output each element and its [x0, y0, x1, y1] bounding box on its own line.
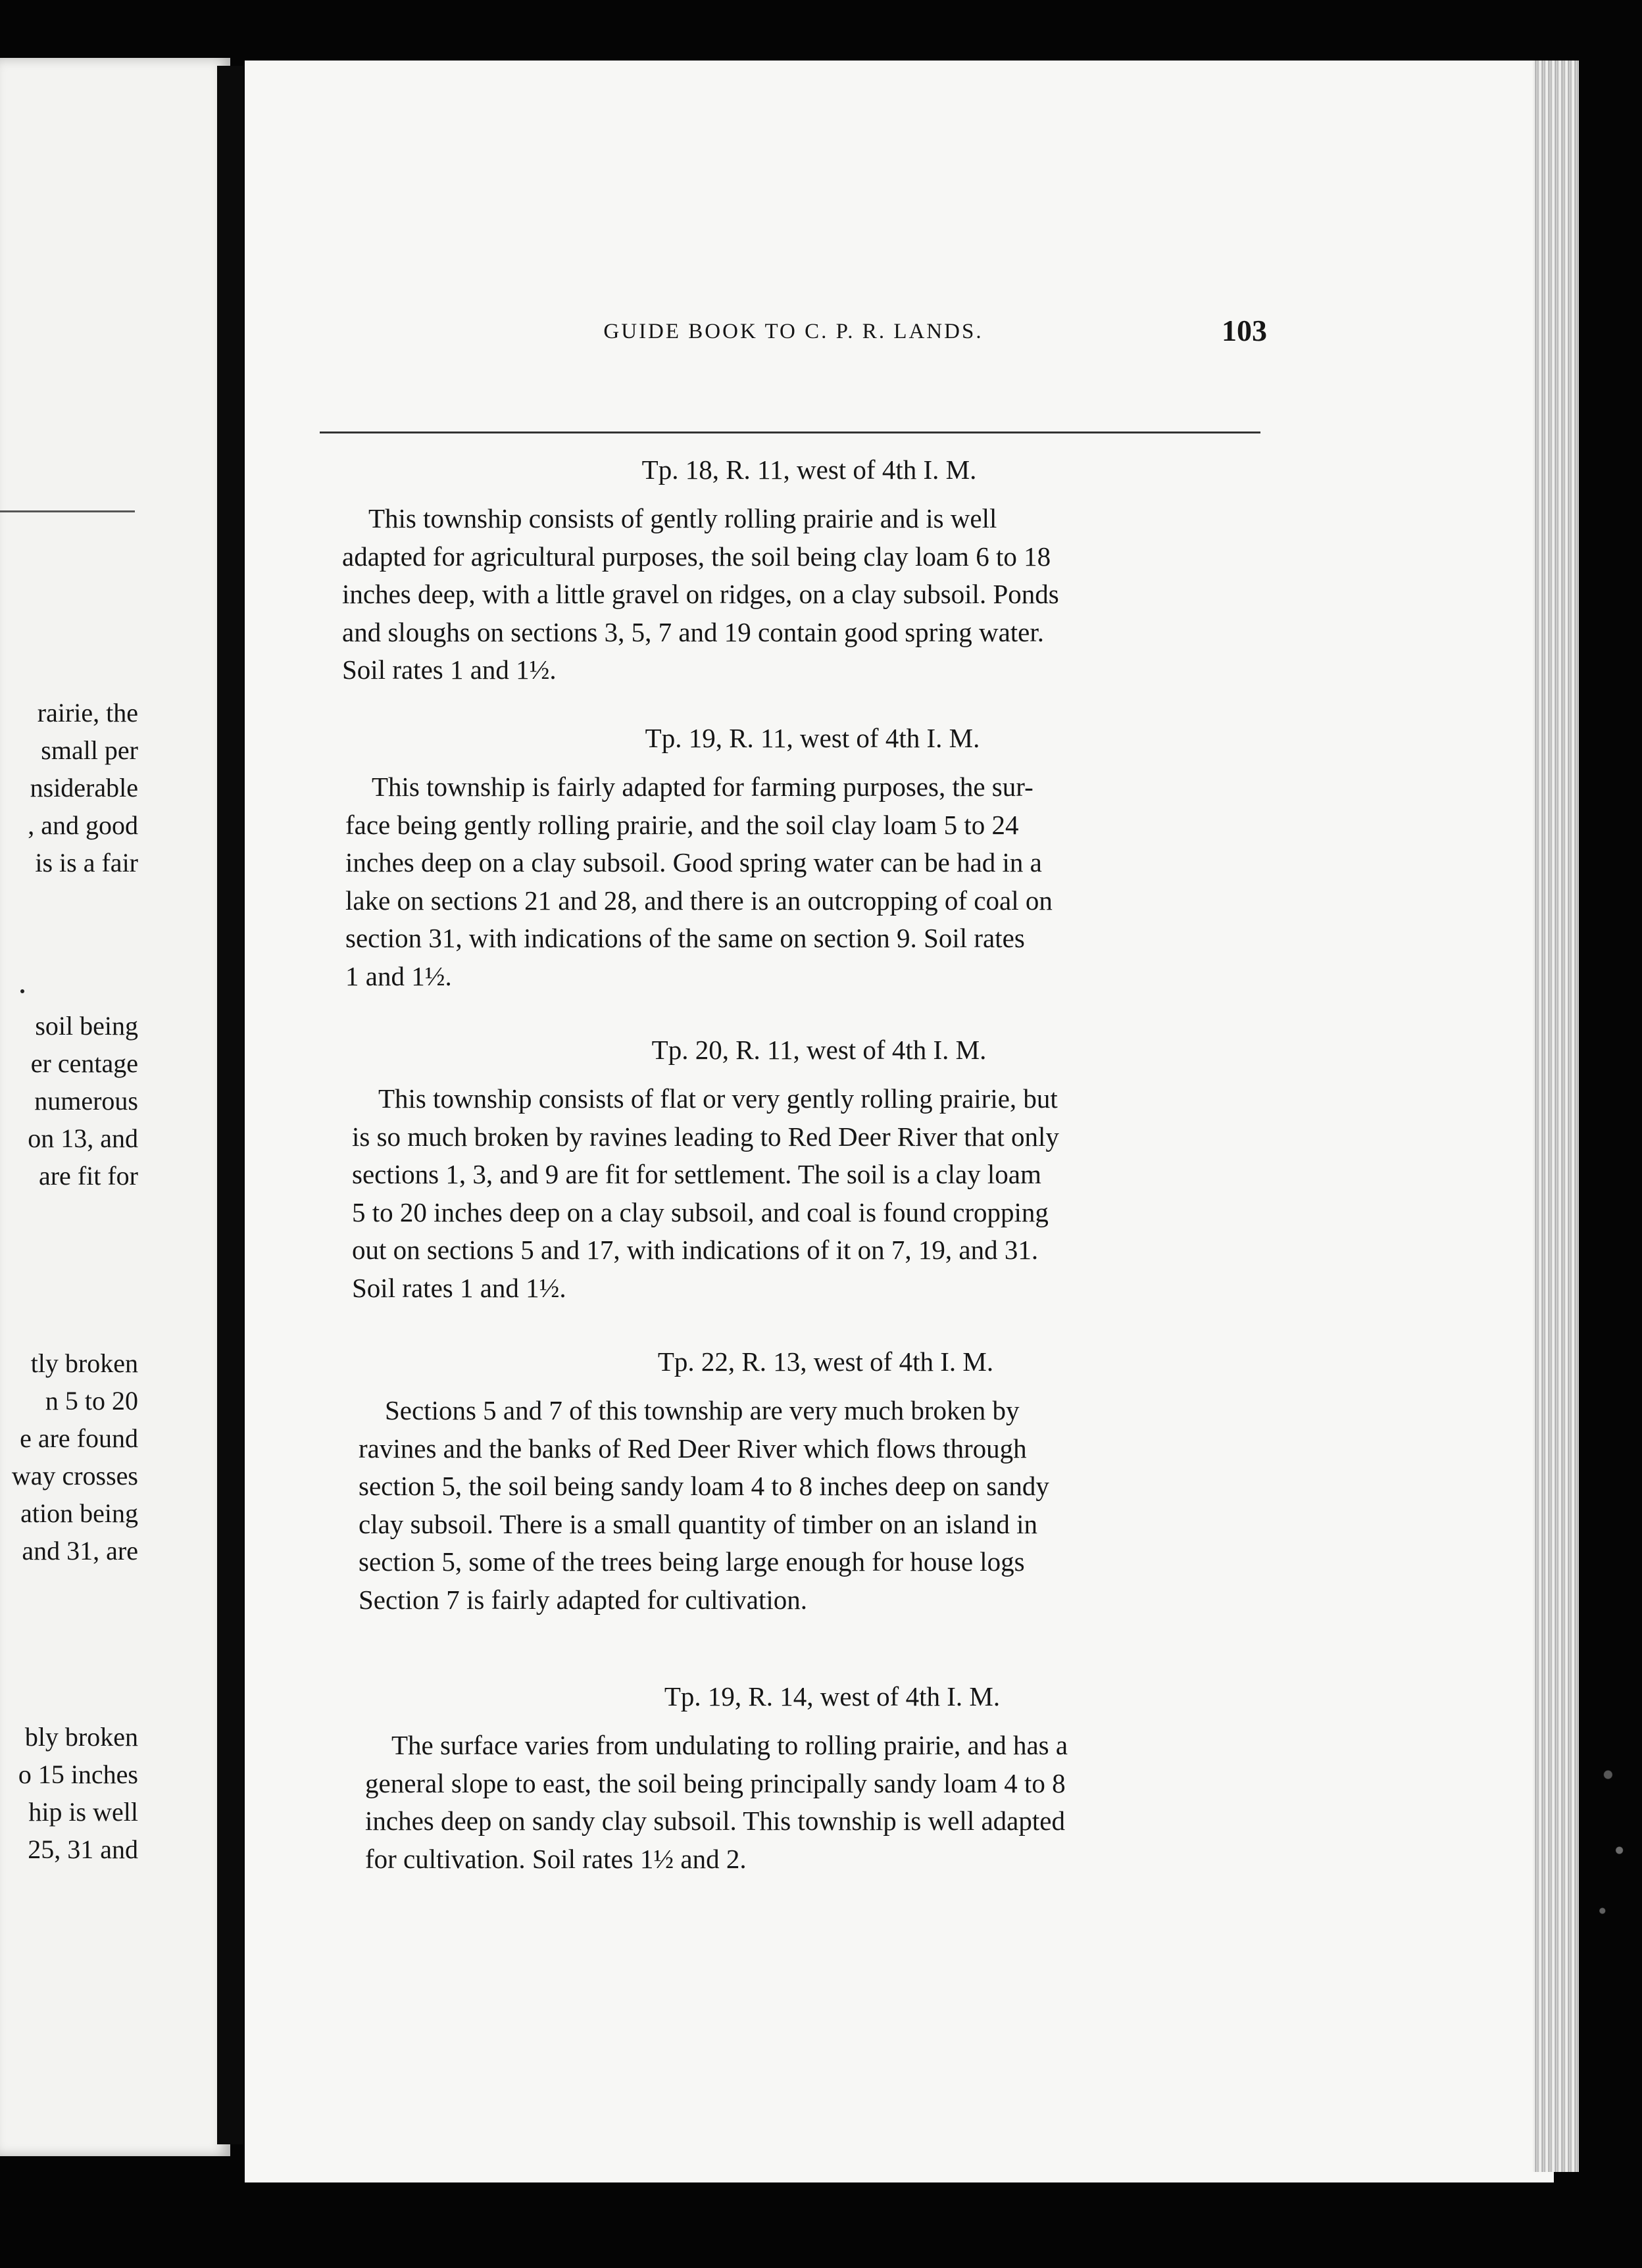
section-heading: Tp. 20, R. 11, west of 4th I. M.	[651, 1035, 987, 1065]
left-page	[0, 58, 230, 2156]
left-page-fragment: rairie, the	[37, 698, 138, 727]
section-body	[359, 1392, 1293, 1619]
body-line: inches deep, with a little gravel on ridges, on a clay subsoil. Ponds	[342, 579, 1059, 609]
left-page-fragment: are fit for	[38, 1161, 138, 1191]
body-line: lake on sections 21 and 28, and there is an outcropping of coal on	[345, 885, 1053, 916]
body-line: ravines and the banks of Red Deer River which flows through	[359, 1433, 1027, 1464]
running-head	[320, 313, 1267, 353]
left-page-fragment: small per	[41, 735, 138, 765]
left-page-fragment: , and good	[28, 810, 138, 840]
scan-artifact	[1585, 1684, 1642, 1986]
page-edges	[1533, 61, 1579, 2172]
left-page-fragment: ation being	[20, 1498, 138, 1528]
left-page-fragment: er centage	[30, 1048, 138, 1078]
body-line: adapted for agricultural purposes, the soil being clay loam 6 to 18	[342, 541, 1051, 572]
left-page-fragment: soil being	[35, 1011, 138, 1041]
left-page-fragment: 25, 31 and	[28, 1835, 138, 1864]
header-rule	[320, 431, 1260, 433]
left-page-fragment: is is a fair	[35, 848, 138, 877]
section-heading: Tp. 19, R. 11, west of 4th I. M.	[645, 723, 980, 753]
left-page-fragment: on 13, and	[28, 1123, 138, 1153]
left-page-fragment: n 5 to 20	[45, 1386, 138, 1416]
body-line: Soil rates 1 and 1½.	[342, 654, 557, 685]
left-page-fragment: and 31, are	[22, 1536, 138, 1565]
body-line: This township is fairly adapted for farming purposes, the sur-	[372, 772, 1033, 802]
left-page-fragment: nsiderable	[30, 773, 138, 802]
body-line: inches deep on sandy clay subsoil. This township is well adapted	[365, 1806, 1065, 1836]
left-page-fragment: tly broken	[30, 1348, 138, 1378]
body-line: section 5, the soil being sandy loam 4 to 8 inches deep on sandy	[359, 1471, 1049, 1501]
body-line: This township consists of flat or very gently rolling prairie, but	[378, 1083, 1058, 1114]
section-body	[345, 768, 1280, 995]
section-body	[365, 1727, 1299, 1878]
left-page-fragment: e are found	[20, 1423, 138, 1453]
section-body	[342, 500, 1276, 689]
left-page-fragment: numerous	[34, 1086, 138, 1116]
section-heading: Tp. 18, R. 11, west of 4th I. M.	[641, 455, 977, 485]
township-section	[352, 1034, 1286, 1307]
body-line: 1 and 1½.	[345, 960, 452, 991]
body-line: 5 to 20 inches deep on a clay subsoil, and coal is found cropping	[352, 1196, 1049, 1227]
body-line: and sloughs on sections 3, 5, 7 and 19 contain good spring water.	[342, 616, 1045, 647]
township-section	[345, 722, 1280, 995]
left-page-fragment: o 15 inches	[18, 1760, 138, 1789]
left-page-mark	[20, 989, 24, 993]
body-line: Sections 5 and 7 of this township are very much broken by	[385, 1395, 1020, 1425]
body-line: inches deep on a clay subsoil. Good spring water can be had in a	[345, 847, 1042, 877]
body-line: face being gently rolling prairie, and the soil clay loam 5 to 24	[345, 809, 1019, 840]
section-body	[352, 1080, 1286, 1307]
body-line: section 31, with indications of the same on section 9. Soil rates	[345, 923, 1025, 953]
page-number: 103	[1222, 314, 1267, 347]
book-gutter	[217, 66, 243, 2144]
township-section	[365, 1681, 1299, 1878]
body-line: for cultivation. Soil rates 1½ and 2.	[365, 1843, 747, 1874]
left-page-fragment: bly broken	[24, 1722, 138, 1752]
township-section	[342, 454, 1276, 689]
running-title: GUIDE BOOK TO C. P. R. LANDS.	[603, 320, 983, 343]
body-line: is so much broken by ravines leading to Red Deer River that only	[352, 1121, 1059, 1152]
body-line: clay subsoil. There is a small quantity of timber on an island in	[359, 1508, 1038, 1539]
body-line: general slope to east, the soil being principally sandy loam 4 to 8	[365, 1767, 1066, 1798]
body-line: sections 1, 3, and 9 are fit for settlement. The soil is a clay loam	[352, 1159, 1041, 1189]
section-heading: Tp. 19, R. 14, west of 4th I. M.	[664, 1681, 1001, 1712]
township-section	[359, 1346, 1293, 1619]
left-page-fragment: hip is well	[28, 1797, 138, 1827]
body-line: Soil rates 1 and 1½.	[352, 1272, 566, 1303]
body-line: section 5, some of the trees being large enough for house logs	[359, 1546, 1025, 1577]
body-line: This township consists of gently rolling prairie and is well	[368, 503, 997, 533]
section-heading: Tp. 22, R. 13, west of 4th I. M.	[657, 1346, 994, 1377]
body-line: The surface varies from undulating to rolling prairie, and has a	[391, 1730, 1068, 1760]
left-page-fragment: way crosses	[11, 1461, 138, 1491]
left-page-header-rule	[0, 510, 135, 512]
body-line: Section 7 is fairly adapted for cultivation.	[359, 1584, 808, 1615]
body-line: out on sections 5 and 17, with indications of it on 7, 19, and 31.	[352, 1235, 1039, 1265]
